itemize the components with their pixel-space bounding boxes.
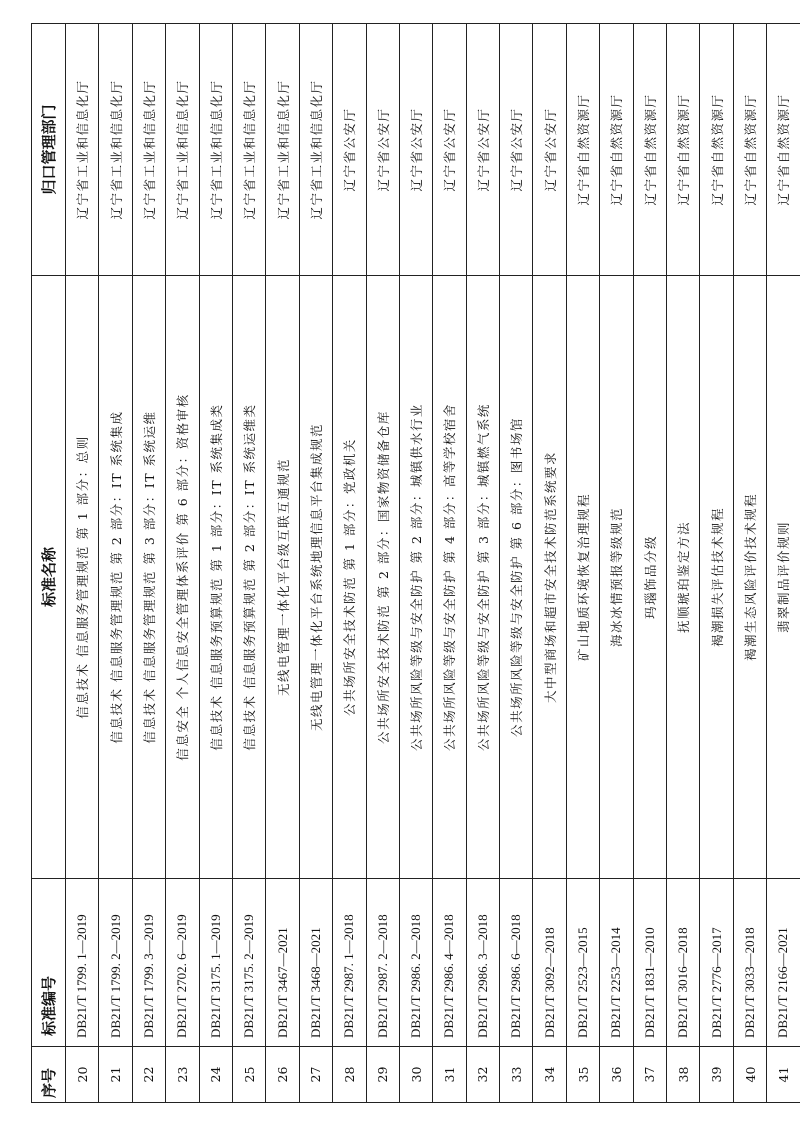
table-row (232, 24, 265, 1103)
row-seq: 35 (566, 1047, 599, 1103)
table-header-row (32, 24, 66, 1103)
row-seq: 40 (733, 1047, 766, 1103)
row-seq: 24 (199, 1047, 232, 1103)
row-dept: 辽宁省公安厅 (500, 24, 533, 276)
table-row (600, 24, 633, 1103)
table-row (433, 24, 466, 1103)
row-name: 无线电管理一体化平台系统地理信息平台集成规范 (299, 276, 332, 879)
row-dept: 辽宁省自然资源厅 (733, 24, 766, 276)
row-seq: 25 (232, 1047, 265, 1103)
table-row (299, 24, 332, 1103)
row-code: DB21/T 1799. 3—2019 (132, 879, 165, 1047)
row-dept: 辽宁省自然资源厅 (767, 24, 800, 276)
table-row (700, 24, 733, 1103)
table-row (132, 24, 165, 1103)
table-row (366, 24, 399, 1103)
row-code: DB21/T 2166—2021 (767, 879, 800, 1047)
row-seq: 23 (166, 1047, 199, 1103)
row-name: 褐潮生态风险评价技术规程 (733, 276, 766, 879)
row-name: 信息技术 信息服务管理规范 第 2 部分：IT 系统集成 (99, 276, 132, 879)
table-row (767, 24, 800, 1103)
row-code: DB21/T 1799. 1—2019 (66, 879, 99, 1047)
standards-table (31, 23, 800, 1103)
row-seq: 31 (433, 1047, 466, 1103)
row-name: 公共场所风险等级与安全防护 第 2 部分：城镇供水行业 (399, 276, 432, 879)
row-code: DB21/T 2987. 2—2018 (366, 879, 399, 1047)
row-dept: 辽宁省公安厅 (466, 24, 499, 276)
row-name: 褐潮损失评估技术规程 (700, 276, 733, 879)
row-code: DB21/T 3467—2021 (266, 879, 299, 1047)
row-name: 信息技术 信息服务预算规范 第 1 部分：IT 系统集成类 (199, 276, 232, 879)
row-name: 信息安全 个人信息安全管理体系评价 第 6 部分：资格审核 (166, 276, 199, 879)
row-name: 公共场所风险等级与安全防护 第 4 部分：高等学校宿舍 (433, 276, 466, 879)
row-dept: 辽宁省自然资源厅 (633, 24, 666, 276)
row-seq: 41 (767, 1047, 800, 1103)
row-code: DB21/T 2253—2014 (600, 879, 633, 1047)
row-code: DB21/T 3175. 2—2019 (232, 879, 265, 1047)
row-code: DB21/T 1831—2010 (633, 879, 666, 1047)
table-row (199, 24, 232, 1103)
table-row (566, 24, 599, 1103)
row-dept: 辽宁省工业和信息化厅 (166, 24, 199, 276)
row-dept: 辽宁省工业和信息化厅 (99, 24, 132, 276)
row-seq: 37 (633, 1047, 666, 1103)
table-row (500, 24, 533, 1103)
row-dept: 辽宁省工业和信息化厅 (232, 24, 265, 276)
row-code: DB21/T 2702. 6—2019 (166, 879, 199, 1047)
row-seq: 26 (266, 1047, 299, 1103)
row-name: 翡翠制品评价规则 (767, 276, 800, 879)
row-code: DB21/T 3175. 1—2019 (199, 879, 232, 1047)
header-dept: 归口管理部门 (32, 24, 66, 276)
header-seq: 序号 (32, 1047, 66, 1103)
table-row (466, 24, 499, 1103)
row-name: 无线电管理一体化平台级互联互通规范 (266, 276, 299, 879)
row-name: 公共场所风险等级与安全防护 第 3 部分：城镇燃气系统 (466, 276, 499, 879)
table-row (733, 24, 766, 1103)
row-name: 玛瑙饰品分级 (633, 276, 666, 879)
row-name: 抚顺琥珀鉴定方法 (667, 276, 700, 879)
row-name: 信息技术 信息服务管理规范 第 1 部分：总则 (66, 276, 99, 879)
row-name: 公共场所风险等级与安全防护 第 6 部分：图书场馆 (500, 276, 533, 879)
row-seq: 32 (466, 1047, 499, 1103)
row-code: DB21/T 1799. 2—2019 (99, 879, 132, 1047)
header-name: 标准名称 (32, 276, 66, 879)
row-seq: 34 (533, 1047, 566, 1103)
row-seq: 28 (333, 1047, 366, 1103)
table-row (66, 24, 99, 1103)
row-seq: 22 (132, 1047, 165, 1103)
table-row (399, 24, 432, 1103)
row-dept: 辽宁省自然资源厅 (600, 24, 633, 276)
row-dept: 辽宁省公安厅 (433, 24, 466, 276)
row-code: DB21/T 2986. 4—2018 (433, 879, 466, 1047)
table-row (533, 24, 566, 1103)
row-dept: 辽宁省自然资源厅 (700, 24, 733, 276)
row-code: DB21/T 3092—2018 (533, 879, 566, 1047)
row-code: DB21/T 3468—2021 (299, 879, 332, 1047)
row-code: DB21/T 2987. 1—2018 (333, 879, 366, 1047)
row-name: 矿山地质环境恢复治理规程 (566, 276, 599, 879)
row-code: DB21/T 3033—2018 (733, 879, 766, 1047)
row-dept: 辽宁省自然资源厅 (667, 24, 700, 276)
row-name: 大中型商场和超市安全技术防范系统要求 (533, 276, 566, 879)
row-dept: 辽宁省工业和信息化厅 (132, 24, 165, 276)
table-row (266, 24, 299, 1103)
header-code: 标准编号 (32, 879, 66, 1047)
row-name: 海冰冰情预报等级规范 (600, 276, 633, 879)
row-seq: 30 (399, 1047, 432, 1103)
row-code: DB21/T 2776—2017 (700, 879, 733, 1047)
row-seq: 21 (99, 1047, 132, 1103)
row-seq: 38 (667, 1047, 700, 1103)
row-dept: 辽宁省自然资源厅 (566, 24, 599, 276)
row-code: DB21/T 2986. 3—2018 (466, 879, 499, 1047)
row-name: 信息技术 信息服务管理规范 第 3 部分：IT 系统运维 (132, 276, 165, 879)
row-seq: 20 (66, 1047, 99, 1103)
row-seq: 39 (700, 1047, 733, 1103)
row-seq: 36 (600, 1047, 633, 1103)
standards-table-rotated (31, 24, 792, 1103)
row-code: DB21/T 2986. 2—2018 (399, 879, 432, 1047)
row-dept: 辽宁省工业和信息化厅 (299, 24, 332, 276)
row-dept: 辽宁省公安厅 (533, 24, 566, 276)
row-dept: 辽宁省工业和信息化厅 (266, 24, 299, 276)
table-row (333, 24, 366, 1103)
row-dept: 辽宁省工业和信息化厅 (199, 24, 232, 276)
row-code: DB21/T 2986. 6—2018 (500, 879, 533, 1047)
row-seq: 33 (500, 1047, 533, 1103)
table-row (99, 24, 132, 1103)
row-dept: 辽宁省公安厅 (399, 24, 432, 276)
table-row (667, 24, 700, 1103)
table-row (633, 24, 666, 1103)
row-dept: 辽宁省公安厅 (366, 24, 399, 276)
row-code: DB21/T 3016—2018 (667, 879, 700, 1047)
table-row (166, 24, 199, 1103)
row-name: 公共场所安全技术防范 第 2 部分：国家物资储备仓库 (366, 276, 399, 879)
row-seq: 27 (299, 1047, 332, 1103)
row-dept: 辽宁省工业和信息化厅 (66, 24, 99, 276)
row-name: 信息技术 信息服务预算规范 第 2 部分：IT 系统运维类 (232, 276, 265, 879)
table-body (66, 24, 800, 1103)
row-seq: 29 (366, 1047, 399, 1103)
row-name: 公共场所安全技术防范 第 1 部分：党政机关 (333, 276, 366, 879)
row-code: DB21/T 2523—2015 (566, 879, 599, 1047)
row-dept: 辽宁省公安厅 (333, 24, 366, 276)
